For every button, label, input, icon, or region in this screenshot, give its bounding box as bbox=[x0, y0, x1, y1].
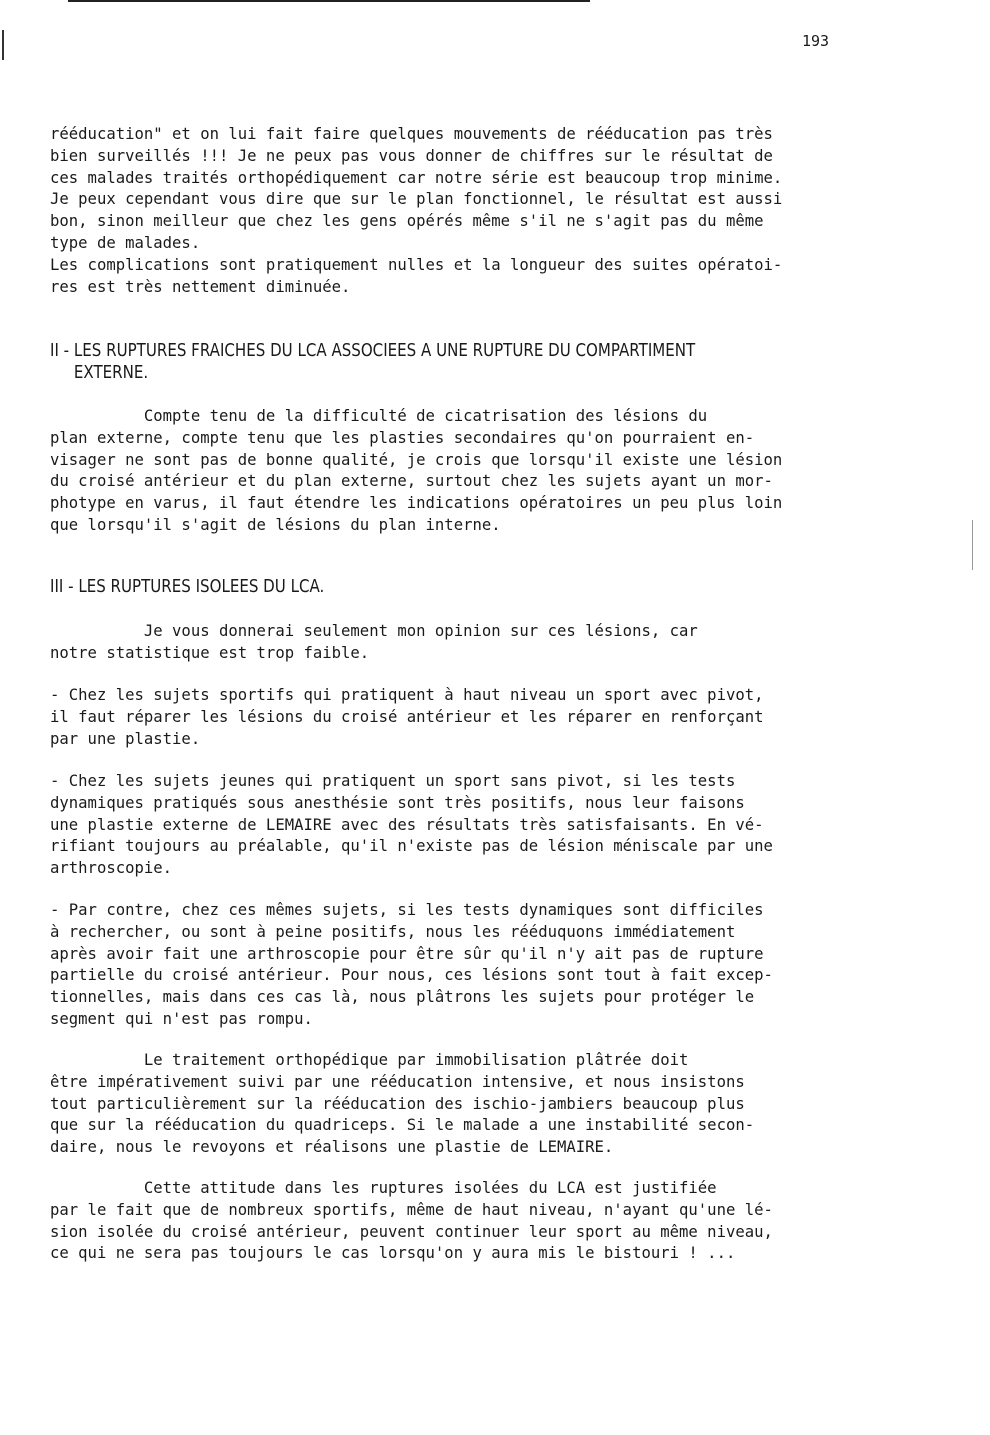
paragraph-intro-continuation bbox=[50, 124, 930, 298]
text-line: dynamiques pratiqués sous anesthésie sont très positifs, nous leur faisons bbox=[50, 793, 745, 812]
text-line: une plastie externe de LEMAIRE avec des résultats très satisfaisants. En vé- bbox=[50, 815, 764, 834]
heading-line: EXTERNE. bbox=[50, 363, 149, 383]
text-line: - Par contre, chez ces mêmes sujets, si les tests dynamiques sont difficiles bbox=[50, 901, 764, 919]
text-line: tout particulièrement sur la rééducation des ischio-jambiers beaucoup plus bbox=[50, 1094, 745, 1113]
text-line: ce qui ne sera pas toujours le cas lorsqu'on y aura mis le bistouri ! ... bbox=[50, 1244, 736, 1263]
text-line: que sur la rééducation du quadriceps. Si le malade a une instabilité secon- bbox=[50, 1116, 755, 1135]
text-line: notre statistique est trop faible. bbox=[50, 643, 370, 662]
text-line: plan externe, compte tenu que les plasties secondaires qu'on pourraient en- bbox=[50, 428, 755, 447]
text-line: - Chez les sujets sportifs qui pratiquent à haut niveau un sport avec pivot, bbox=[50, 686, 764, 704]
text-line: visager ne sont pas de bonne qualité, je crois que lorsqu'il existe une lésion bbox=[50, 450, 783, 469]
text-line: type de malades. bbox=[50, 233, 201, 252]
text-line: Le traitement orthopédique par immobilisation plâtrée doit bbox=[50, 1051, 689, 1069]
text-line: Cette attitude dans les ruptures isolées du LCA est justifiée bbox=[50, 1179, 717, 1197]
text-line: bien surveillés !!! Je ne peux pas vous donner de chiffres sur le résultat de bbox=[50, 146, 773, 165]
text-line: - Chez les sujets jeunes qui pratiquent un sport sans pivot, si les tests bbox=[50, 772, 736, 790]
text-line: rifiant toujours au préalable, qu'il n'existe pas de lésion méniscale par une bbox=[50, 837, 773, 856]
text-line: à rechercher, ou sont à peine positifs, nous les rééduquons immédiatement bbox=[50, 922, 736, 941]
heading-line: III - LES RUPTURES ISOLEES DU LCA. bbox=[50, 577, 325, 597]
text-line: par le fait que de nombreux sportifs, même de haut niveau, n'ayant qu'une lé- bbox=[50, 1200, 773, 1219]
paragraph-external-compartment bbox=[50, 406, 930, 537]
text-line: segment qui n'est pas rompu. bbox=[50, 1009, 313, 1028]
top-rule bbox=[68, 0, 590, 2]
text-line: photype en varus, il faut étendre les indications opératoires un peu plus loin bbox=[50, 494, 783, 513]
text-line: Les complications sont pratiquement nulles et la longueur des suites opératoi- bbox=[50, 255, 783, 274]
text-line: il faut réparer les lésions du croisé antérieur et les réparer en renforçant bbox=[50, 707, 764, 726]
text-line: du croisé antérieur et du plan externe, surtout chez les sujets ayant un mor- bbox=[50, 472, 773, 491]
text-line: bon, sinon meilleur que chez les gens opérés même s'il ne s'agit pas du même bbox=[50, 212, 764, 231]
paragraph-difficult-tests bbox=[50, 900, 930, 1031]
text-line: rééducation" et on lui fait faire quelques mouvements de rééducation pas très bbox=[50, 125, 773, 143]
heading-line: II - LES RUPTURES FRAICHES DU LCA ASSOCIEES A UNE RUPTURE DU COMPARTIMENT bbox=[50, 341, 696, 361]
text-line: par une plastie. bbox=[50, 729, 201, 748]
text-line: Compte tenu de la difficulté de cicatrisation des lésions du bbox=[50, 407, 708, 425]
text-line: daire, nous le revoyons et réalisons une plastie de LEMAIRE. bbox=[50, 1138, 614, 1157]
scan-edge-mark bbox=[2, 30, 4, 60]
text-line: Je peux cependant vous dire que sur le plan fonctionnel, le résultat est aussi bbox=[50, 190, 783, 209]
text-line: res est très nettement diminuée. bbox=[50, 277, 351, 296]
paragraph-sport-pivot bbox=[50, 685, 930, 750]
paragraph-conclusion bbox=[50, 1178, 930, 1265]
paragraph-orthopedic-treatment bbox=[50, 1050, 930, 1159]
text-line: être impérativement suivi par une rééducation intensive, et nous insistons bbox=[50, 1072, 745, 1091]
text-line: sion isolée du croisé antérieur, peuvent continuer leur sport au même niveau, bbox=[50, 1222, 773, 1241]
text-line: tionnelles, mais dans ces cas là, nous plâtrons les sujets pour protéger le bbox=[50, 988, 755, 1007]
paragraph-opinion bbox=[50, 621, 930, 665]
scan-edge-mark-right bbox=[972, 520, 973, 570]
text-line: Je vous donnerai seulement mon opinion sur ces lésions, car bbox=[50, 622, 698, 640]
text-line: après avoir fait une arthroscopie pour être sûr qu'il n'y ait pas de rupture bbox=[50, 944, 764, 963]
section-heading-iii bbox=[50, 576, 930, 598]
text-line: partielle du croisé antérieur. Pour nous, ces lésions sont tout à fait excep- bbox=[50, 966, 773, 985]
section-heading-ii bbox=[50, 340, 930, 384]
page-number: 193 bbox=[802, 32, 830, 50]
text-line: arthroscopie. bbox=[50, 859, 173, 878]
text-line: que lorsqu'il s'agit de lésions du plan interne. bbox=[50, 515, 501, 534]
paragraph-sport-no-pivot bbox=[50, 771, 930, 880]
text-line: ces malades traités orthopédiquement car notre série est beaucoup trop minime. bbox=[50, 168, 783, 187]
